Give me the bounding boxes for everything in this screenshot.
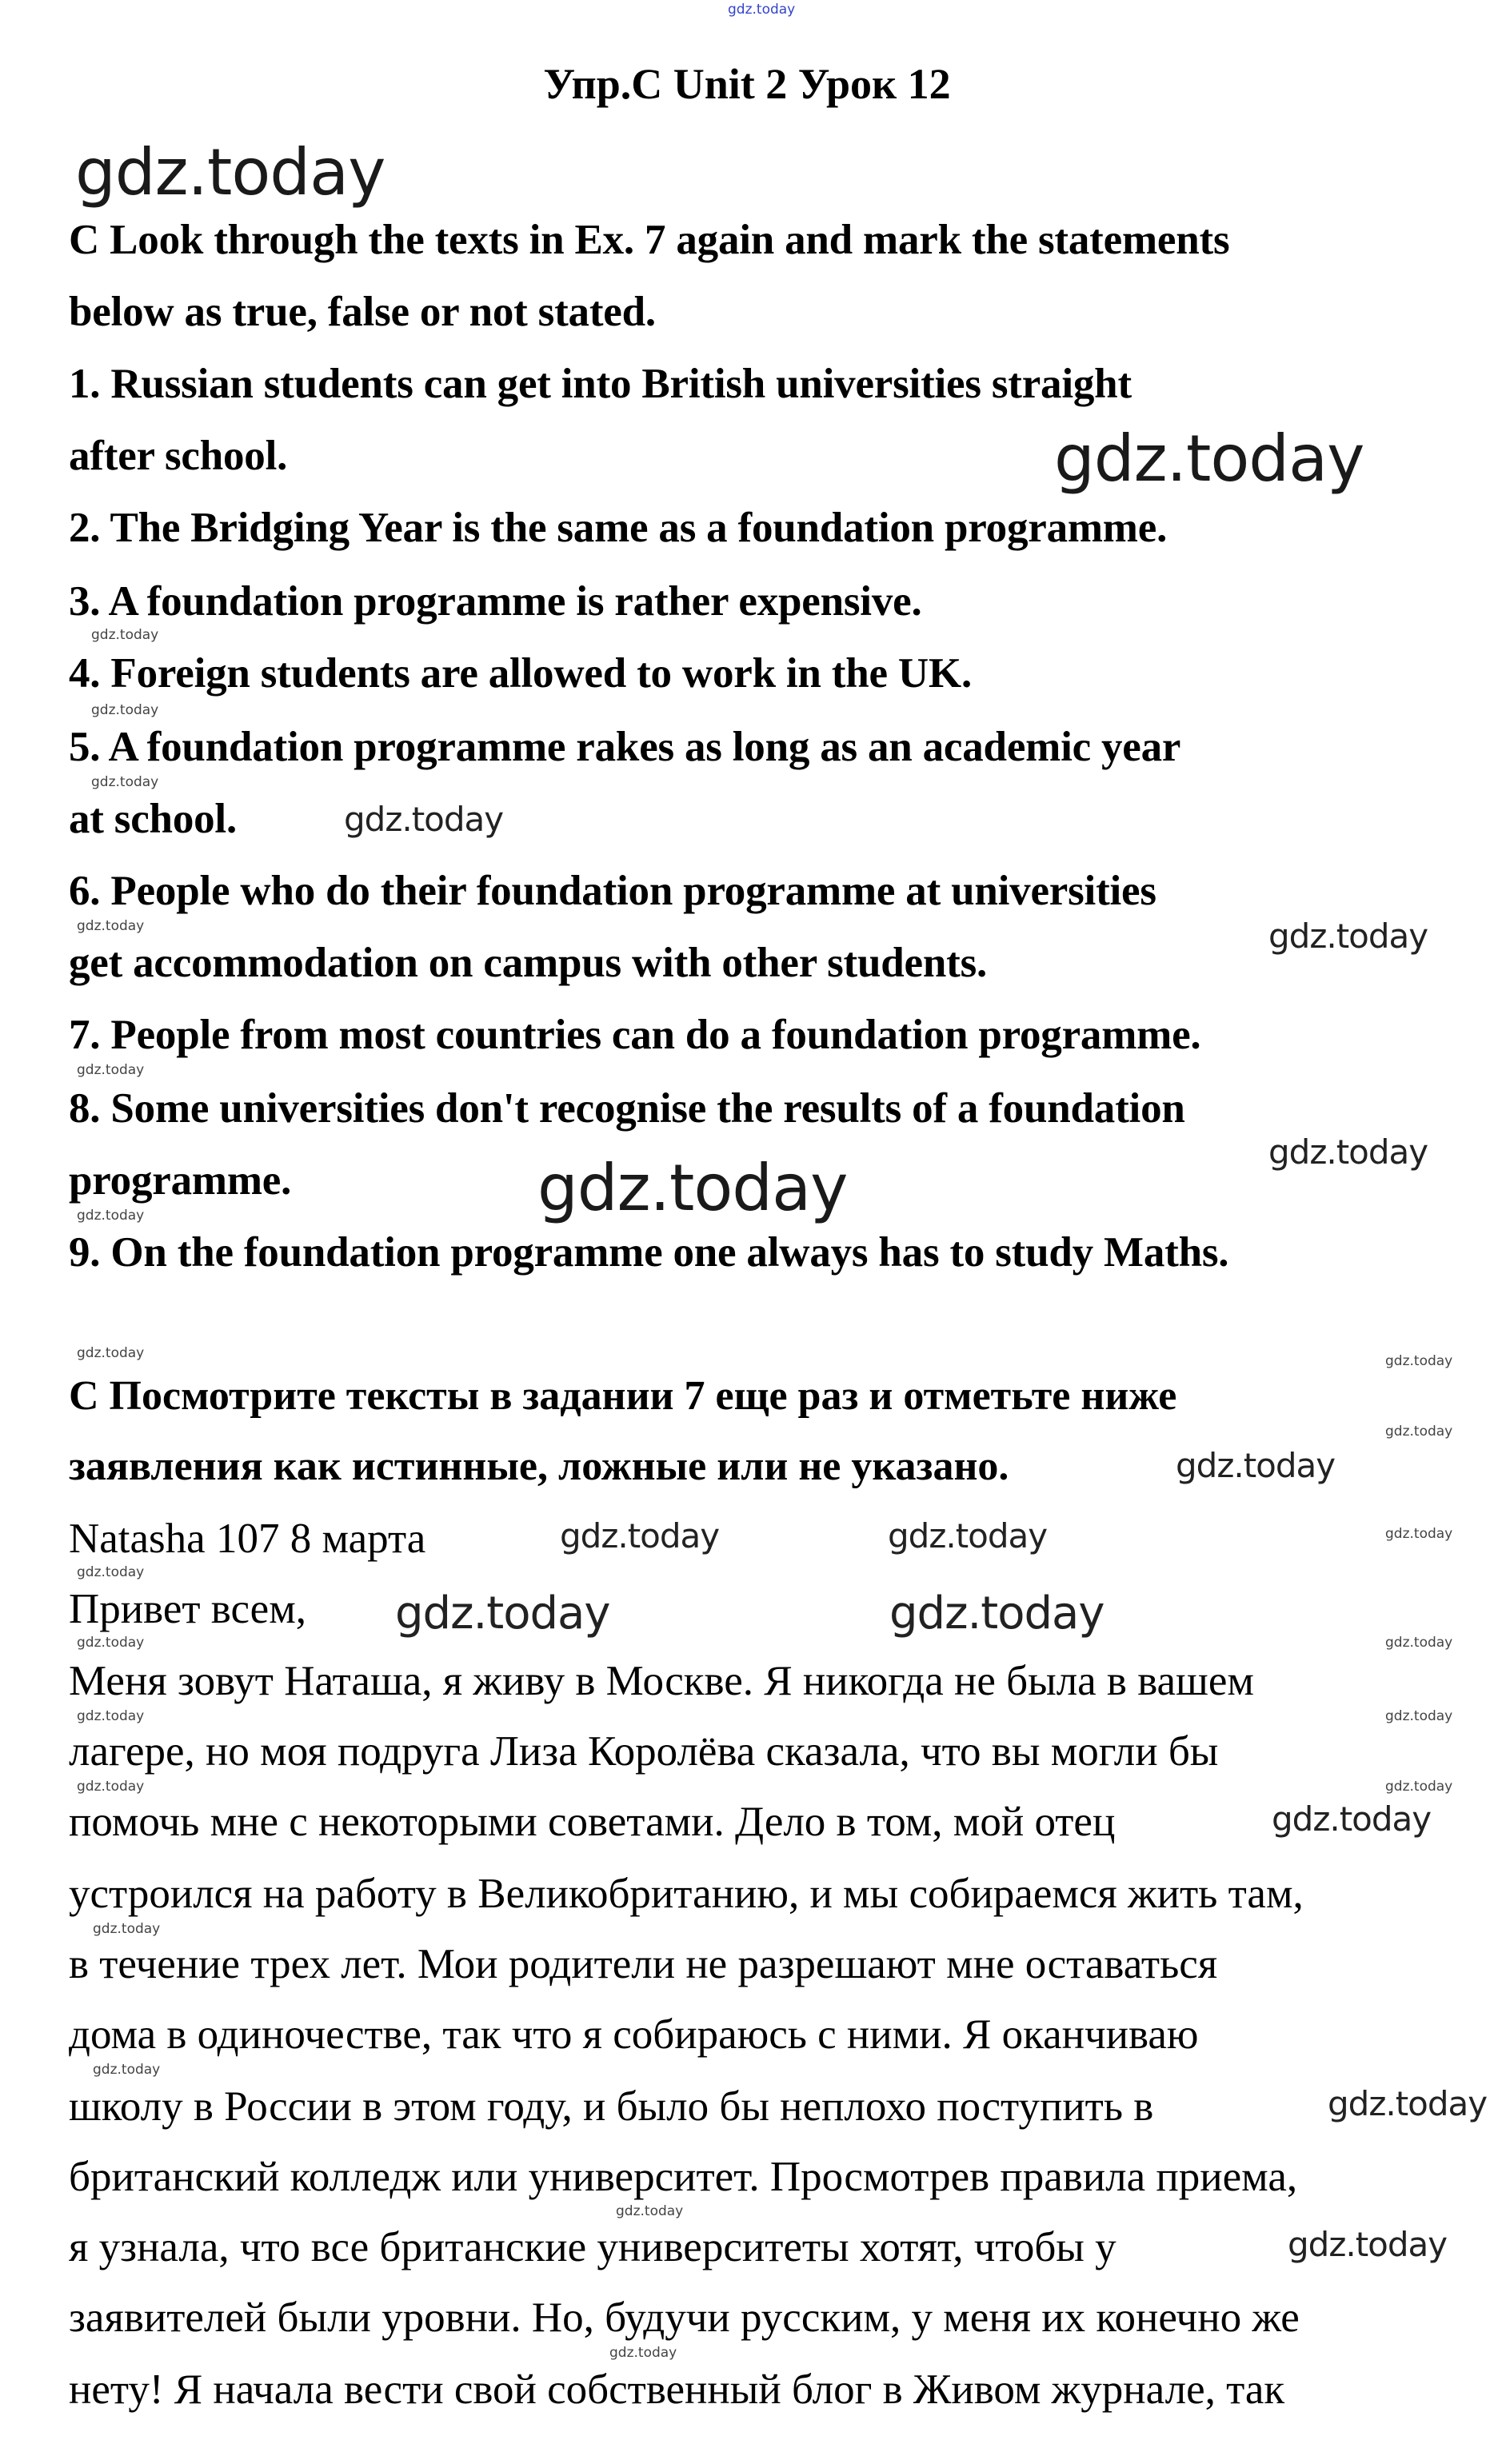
watermark: gdz.today [889, 1587, 1105, 1639]
page-title: Упр.C Unit 2 Урок 12 [543, 60, 951, 108]
statement: 7. People from most countries can do a foundation programme. [69, 1012, 1201, 1058]
watermark-small: gdz.today [93, 1921, 161, 1937]
watermark: gdz.today [1268, 917, 1428, 956]
watermark-small: gdz.today [1385, 1779, 1453, 1795]
watermark-small: gdz.today [91, 702, 159, 718]
watermark: gdz.today [1272, 1799, 1432, 1839]
russian-instruction: С Посмотрите тексты в задании 7 еще раз и отметьте ниже [69, 1373, 1177, 1419]
watermark-small: gdz.today [77, 1062, 145, 1078]
watermark-small: gdz.today [1385, 1708, 1453, 1724]
watermark: gdz.today [537, 1151, 848, 1225]
letter-line: в течение трех лет. Мои родители не разрешают мне оставаться [69, 1941, 1218, 1987]
watermark: gdz.today [1328, 2084, 1488, 2123]
watermark-small: gdz.today [77, 1635, 145, 1651]
letter-line: нету! Я начала вести свой собственный блог в Живом журнале, так [69, 2366, 1285, 2413]
watermark: gdz.today [1268, 1132, 1428, 1172]
watermark: gdz.today [75, 135, 385, 210]
letter-line: школу в России в этом году, и было бы неплохо поступить в [69, 2083, 1154, 2130]
statement: 1. Russian students can get into British universities straight [69, 361, 1132, 407]
watermark-small: gdz.today [77, 1345, 145, 1361]
watermark-small: gdz.today [1385, 1526, 1453, 1542]
watermark: gdz.today [888, 1516, 1048, 1555]
watermark: gdz.today [1054, 421, 1364, 496]
watermark-small: gdz.today [1385, 1424, 1453, 1440]
watermark: gdz.today [344, 800, 504, 839]
watermark: gdz.today [1176, 1446, 1336, 1485]
russian-instruction: заявления как истинные, ложные или не указано. [69, 1444, 1009, 1489]
letter-line: лагере, но моя подруга Лиза Королёва сказала, что вы могли бы [69, 1728, 1219, 1775]
statement: programme. [69, 1157, 292, 1204]
watermark-small: gdz.today [91, 627, 159, 643]
exercise-instruction: below as true, false or not stated. [69, 289, 656, 335]
watermark-small: gdz.today [616, 2203, 684, 2219]
statement: 8. Some universities don't recognise the results of a foundation [69, 1085, 1185, 1132]
statement: 5. A foundation programme rakes as long as an academic year [69, 724, 1181, 770]
letter-line: я узнала, что все британские университеты хотят, чтобы у [69, 2224, 1117, 2270]
watermark-top: gdz.today [728, 2, 796, 18]
watermark-small: gdz.today [77, 918, 145, 934]
watermark-small: gdz.today [93, 2062, 161, 2078]
watermark-small: gdz.today [77, 1708, 145, 1724]
watermark-small: gdz.today [1385, 1635, 1453, 1651]
watermark: gdz.today [560, 1516, 720, 1555]
letter-line: Меня зовут Наташа, я живу в Москве. Я никогда не была в вашем [69, 1658, 1254, 1704]
watermark: gdz.today [1288, 2225, 1448, 2264]
statement: 2. The Bridging Year is the same as a foundation programme. [69, 505, 1168, 551]
letter-line: устроился на работу в Великобританию, и мы собираемся жить там, [69, 1871, 1304, 1917]
statement: get accommodation on campus with other students. [69, 940, 988, 986]
watermark-small: gdz.today [77, 1564, 145, 1580]
statement: 3. A foundation programme is rather expensive. [69, 578, 922, 625]
watermark-small: gdz.today [77, 1208, 145, 1224]
statement: 9. On the foundation programme one always has to study Maths. [69, 1229, 1229, 1276]
letter-line: британский колледж или университет. Просмотрев правила приема, [69, 2154, 1298, 2200]
exercise-instruction: C Look through the texts in Ex. 7 again and mark the statements [69, 217, 1230, 263]
statement: at school. [69, 796, 238, 842]
statement: 4. Foreign students are allowed to work in the UK. [69, 650, 973, 697]
letter-line: Привет всем, [69, 1586, 306, 1632]
watermark-small: gdz.today [609, 2345, 677, 2361]
statement: after school. [69, 433, 288, 479]
letter-line: дома в одиночестве, так что я собираюсь с ними. Я оканчиваю [69, 2011, 1199, 2058]
watermark: gdz.today [395, 1587, 610, 1639]
letter-line: Natasha 107 8 марта [69, 1516, 426, 1562]
statement: 6. People who do their foundation programme at universities [69, 868, 1156, 914]
watermark-small: gdz.today [91, 774, 159, 790]
watermark-small: gdz.today [1385, 1353, 1453, 1369]
watermark-small: gdz.today [77, 1779, 145, 1795]
letter-line: заявителей были уровни. Но, будучи русским, у меня их конечно же [69, 2294, 1300, 2341]
letter-line: помочь мне с некоторыми советами. Дело в том, мой отец [69, 1799, 1116, 1845]
